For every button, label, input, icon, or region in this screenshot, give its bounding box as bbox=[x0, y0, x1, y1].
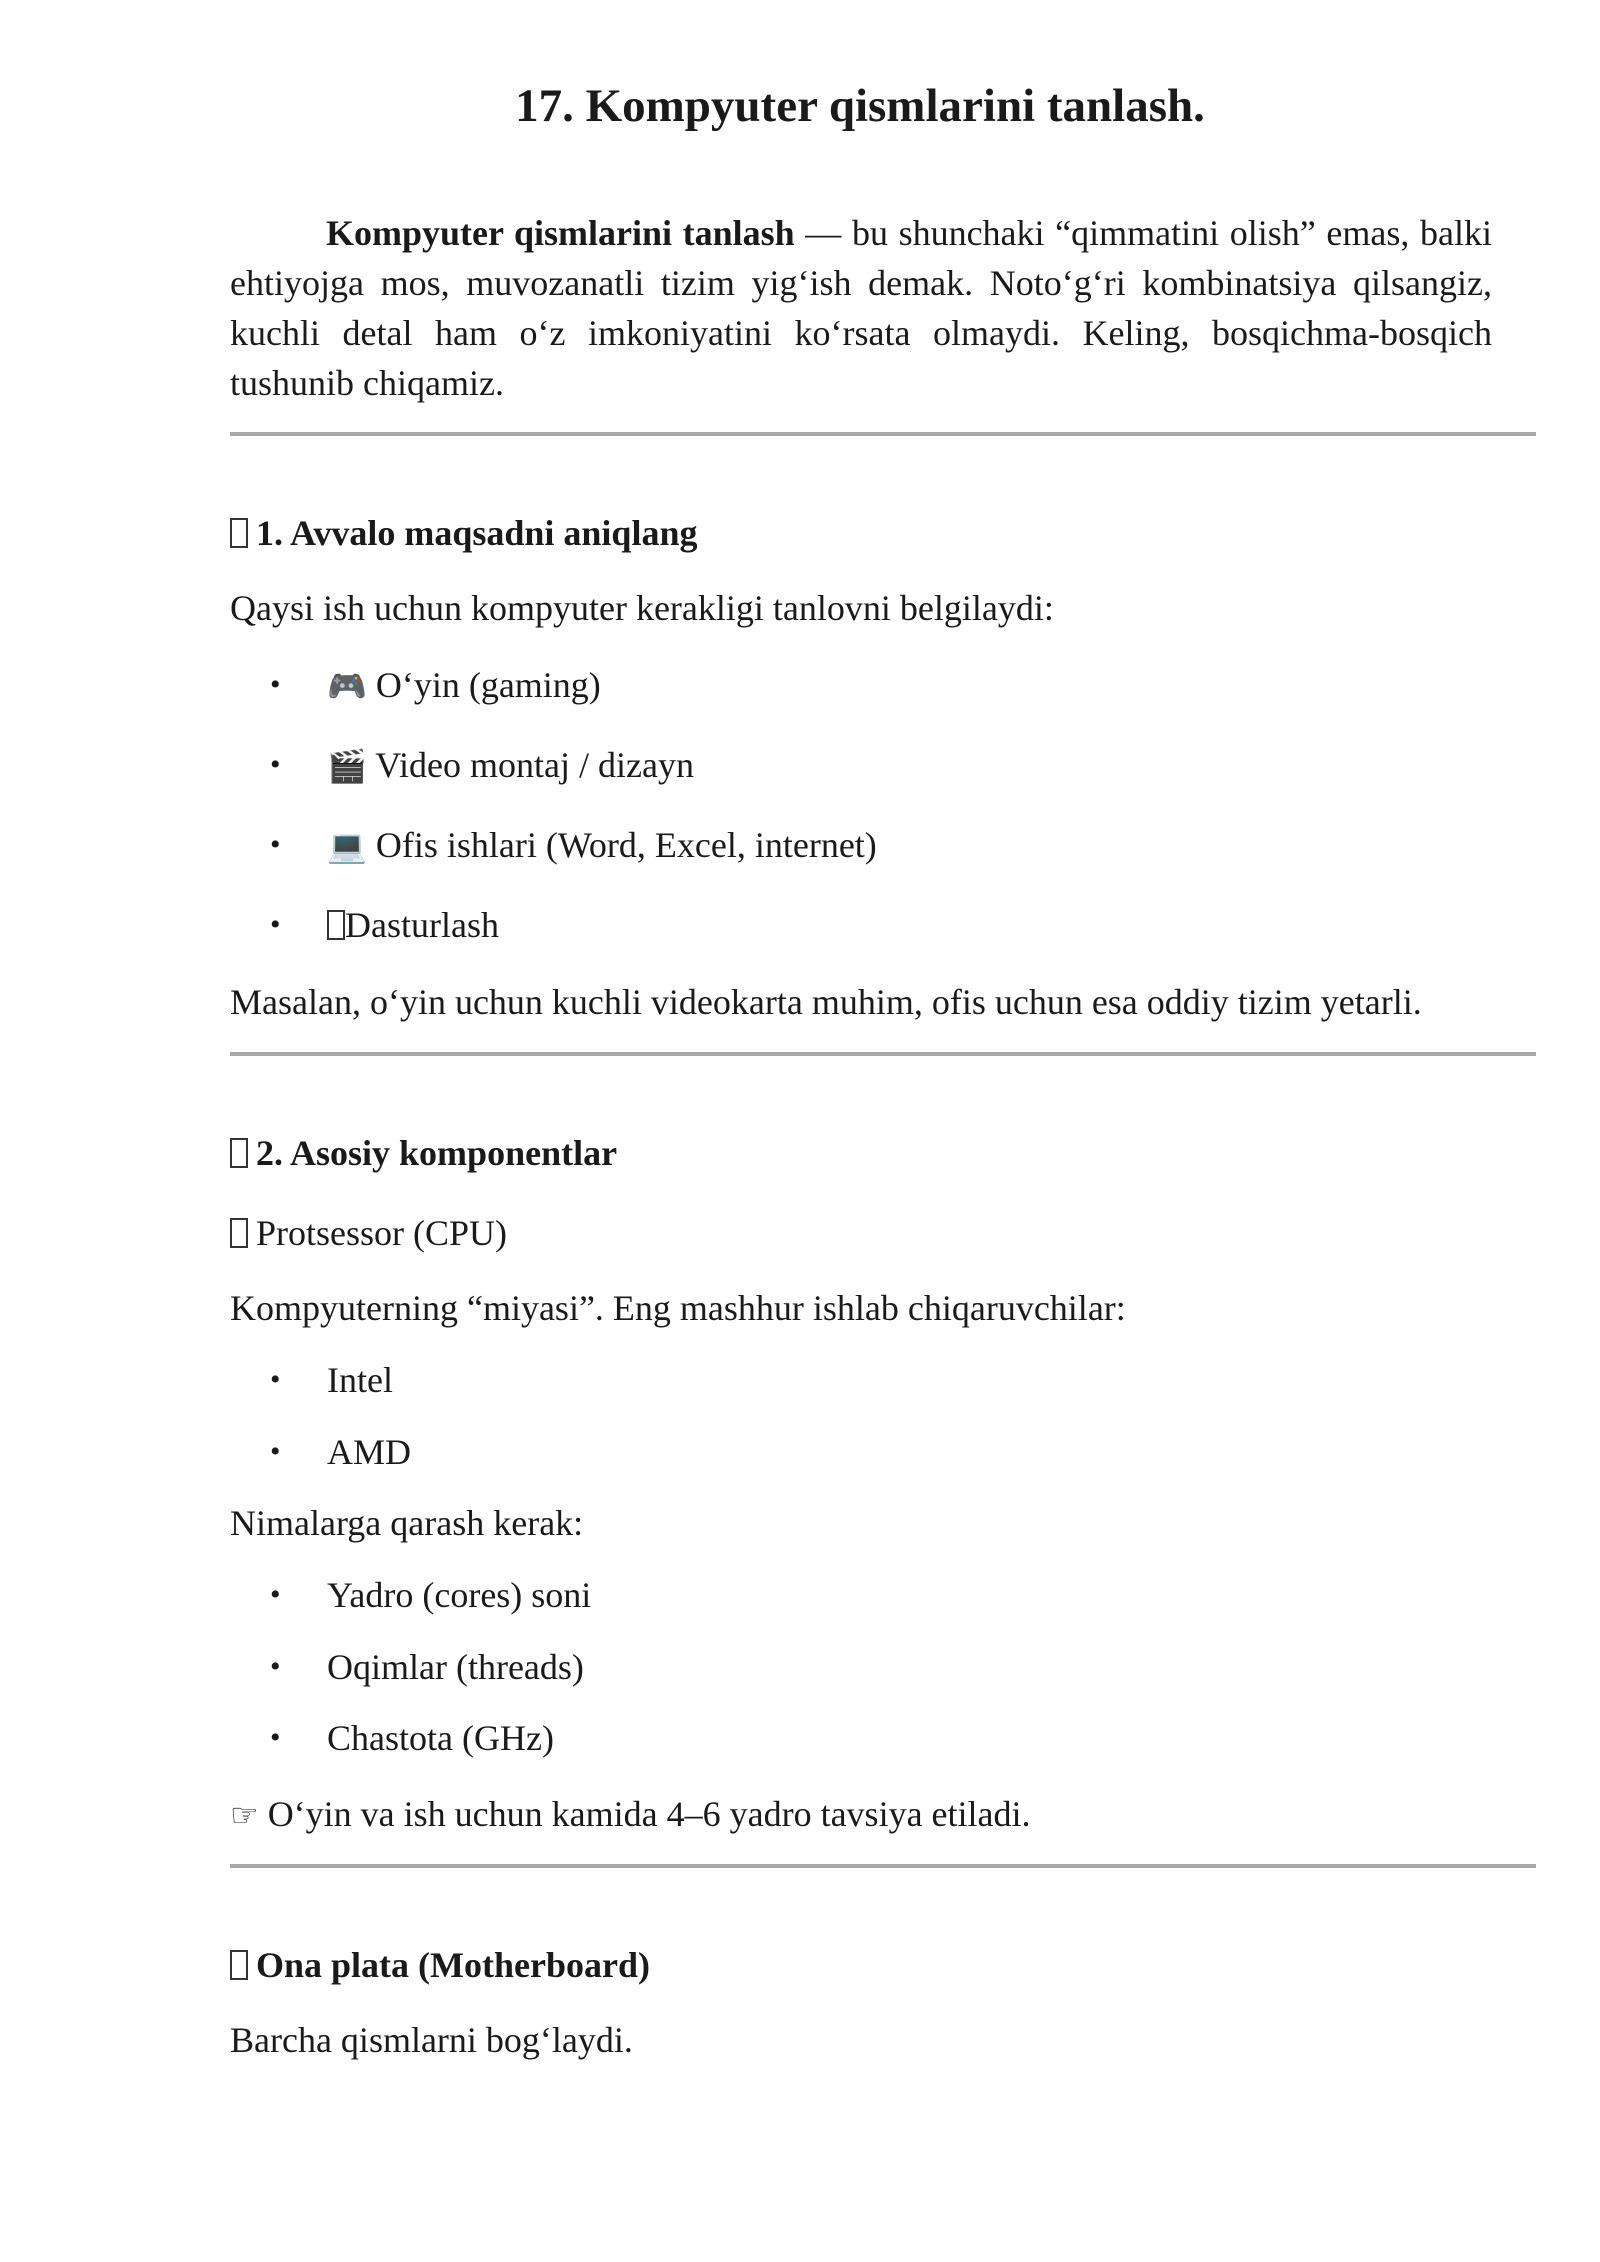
gamepad-icon: 🎮 bbox=[327, 667, 367, 705]
page-title: 17. Kompyuter qismlarini tanlash. bbox=[515, 80, 1205, 132]
cpu-description: Kompyuterning “miyasi”. Eng mashhur ishlab chiqaruvchilar: bbox=[230, 1288, 1126, 1328]
tip-line: ☞ O‘yin va ish uchun kamida 4–6 yadro tavsiya etiladi. bbox=[230, 1794, 1031, 1834]
section1-note: Masalan, o‘yin uchun kuchli videokarta muhim, ofis uchun esa oddiy tizim yetarli. bbox=[230, 982, 1422, 1022]
divider bbox=[230, 1864, 1536, 1868]
section3-heading: Ona plata (Motherboard) bbox=[230, 1940, 650, 1990]
intro-text: — bu shunchaki “qimmatini olish” emas, balki ehtiyojga mos, muvozanatli tizim yig‘ish demak. Noto‘g‘ri kombinatsiya qilsangiz, kuchli detal ham o‘z imkoniyatini ko‘rsata olmaydi. Keling, bosqichma-bosqich tushunib chiqamiz. bbox=[230, 213, 1492, 403]
missing-glyph-icon bbox=[230, 1950, 248, 1980]
clapperboard-icon: 🎬 bbox=[327, 747, 367, 785]
intro-bold-term: Kompyuter qismlarini tanlash bbox=[326, 213, 795, 253]
section1-heading: 1. Avvalo maqsadni aniqlang bbox=[230, 508, 697, 558]
missing-glyph-icon bbox=[327, 910, 345, 940]
look-for-label: Nimalarga qarash kerak: bbox=[230, 1503, 584, 1543]
pointing-hand-icon: ☞ bbox=[230, 1796, 259, 1834]
divider bbox=[230, 1052, 1536, 1056]
section1-lead: Qaysi ish uchun kompyuter kerakligi tanlovni belgilaydi: bbox=[230, 588, 1054, 628]
missing-glyph-icon bbox=[230, 518, 248, 548]
document-page: 17. Kompyuter qismlarini tanlash. Kompyuter qismlarini tanlash — bu shunchaki “qimmatini olish” emas, balki ehtiyojga mos, muvozanatli tizim yig‘ish demak. Noto‘g‘ri kombinatsiya qilsangiz, kuchli detal ham o‘z imkoniyatini ko‘rsata olmaydi. Keling, bosqichma-bosqich tushunib chiqamiz. 1. Avvalo maqsadni aniqlang Qaysi ish uchun kompyuter kerakligi tanlovni belgilaydi: • 🎮 O‘yin (gaming) • 🎬 Video montaj / dizayn • 💻 Ofis ishlari (Word, Excel, internet) • Dasturlash Masalan, o‘yin uchun kuchli videokarta muhim, ofis uchun esa oddiy tizim yetarli. 2. Asosiy komponentlar Protsessor (CPU) Kompyuterning “miyasi”. Eng mashhur ishlab chiqaruvchilar: • Intel • AMD Nimalarga qarash kerak: • Yadro (cores) soni • Oqimlar (threads) • Chastota (GHz) ☞ O‘yin va ish uchun kamida 4–6 yadro tavsiya etiladi. Ona plata (Motherboard) Barcha qismlarni bog‘laydi. bbox=[0, 0, 1600, 2262]
section3-description: Barcha qismlarni bog‘laydi. bbox=[230, 2020, 633, 2060]
section2-heading: 2. Asosiy komponentlar bbox=[230, 1128, 617, 1178]
missing-glyph-icon bbox=[230, 1138, 248, 1168]
laptop-icon: 💻 bbox=[327, 827, 367, 865]
intro-paragraph bbox=[230, 208, 1492, 408]
cpu-title: Protsessor (CPU) bbox=[230, 1208, 507, 1258]
missing-glyph-icon bbox=[230, 1218, 248, 1248]
divider bbox=[230, 432, 1536, 436]
